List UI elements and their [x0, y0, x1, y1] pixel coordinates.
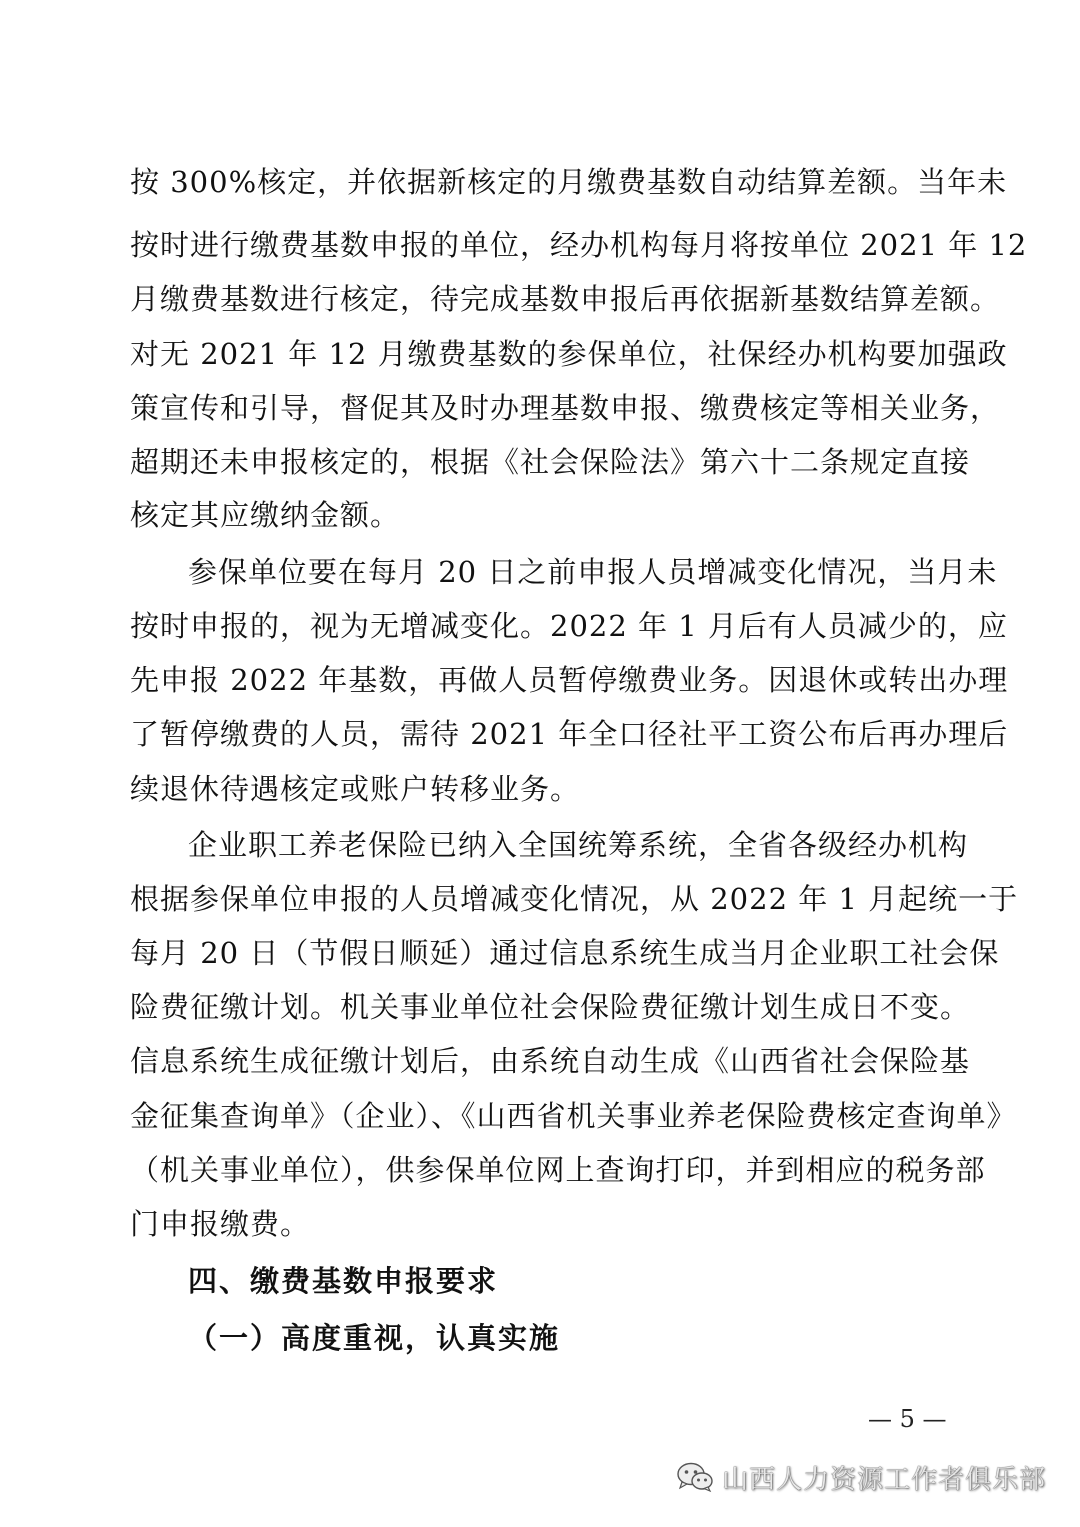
paragraph-2-line-2: 按时申报的，视为无增减变化。2022 年 1 月后有人员减少的，应	[130, 609, 1008, 643]
paragraph-3-line-7: （机关事业单位），供参保单位网上查询打印，并到相应的税务部	[130, 1153, 986, 1187]
paragraph-1-line-1: 按 300%核定，并依据新核定的月缴费基数自动结算差额。当年未	[130, 165, 1008, 199]
paragraph-1-line-3: 月缴费基数进行核定，待完成基数申报后再依据新基数结算差额。	[130, 282, 1001, 316]
watermark-text: 山西人力资源工作者俱乐部	[722, 1464, 1047, 1495]
paragraph-2-line-4: 了暂停缴费的人员，需待 2021 年全口径社平工资公布后再办理后	[130, 717, 1009, 751]
section-heading: 四、缴费基数申报要求	[188, 1264, 499, 1298]
paragraph-3-line-4: 险费征缴计划。机关事业单位社会保险费征缴计划生成日不变。	[130, 990, 971, 1024]
paragraph-2-line-5: 续退休待遇核定或账户转移业务。	[130, 772, 581, 806]
paragraph-3-line-5: 信息系统生成征缴计划后，由系统自动生成《山西省社会保险基	[130, 1044, 971, 1078]
wechat-icon	[676, 1461, 714, 1493]
paragraph-2-line-3: 先申报 2022 年基数，再做人员暂停缴费业务。因退休或转出办理	[130, 663, 1009, 697]
paragraph-1-line-6: 超期还未申报核定的，根据《社会保险法》第六十二条规定直接	[130, 445, 971, 479]
paragraph-3-line-6: 金征集查询单》（企业）、《山西省机关事业养老保险费核定查询单》	[130, 1099, 1017, 1133]
paragraph-3-line-1: 企业职工养老保险已纳入全国统筹系统，全省各级经办机构	[188, 828, 969, 862]
subsection-heading: （一）高度重视，认真实施	[188, 1321, 561, 1355]
paragraph-1-line-2: 按时进行缴费基数申报的单位，经办机构每月将按单位 2021 年 12	[130, 228, 1028, 262]
paragraph-3-line-3: 每月 20 日（节假日顺延）通过信息系统生成当月企业职工社会保	[130, 936, 1000, 970]
paragraph-1-line-7: 核定其应缴纳金额。	[130, 498, 401, 532]
page-number: — 5 —	[868, 1405, 947, 1433]
paragraph-3-line-8: 门申报缴费。	[130, 1207, 311, 1241]
paragraph-2-line-1: 参保单位要在每月 20 日之前申报人员增减变化情况，当月未	[188, 555, 998, 589]
paragraph-3-line-2: 根据参保单位申报的人员增减变化情况，从 2022 年 1 月起统一于	[130, 882, 1019, 916]
watermark	[676, 1457, 1046, 1497]
paragraph-1-line-5: 策宣传和引导，督促其及时办理基数申报、缴费核定等相关业务，	[130, 391, 1001, 425]
paragraph-1-line-4: 对无 2021 年 12 月缴费基数的参保单位，社保经办机构要加强政	[130, 337, 1008, 371]
